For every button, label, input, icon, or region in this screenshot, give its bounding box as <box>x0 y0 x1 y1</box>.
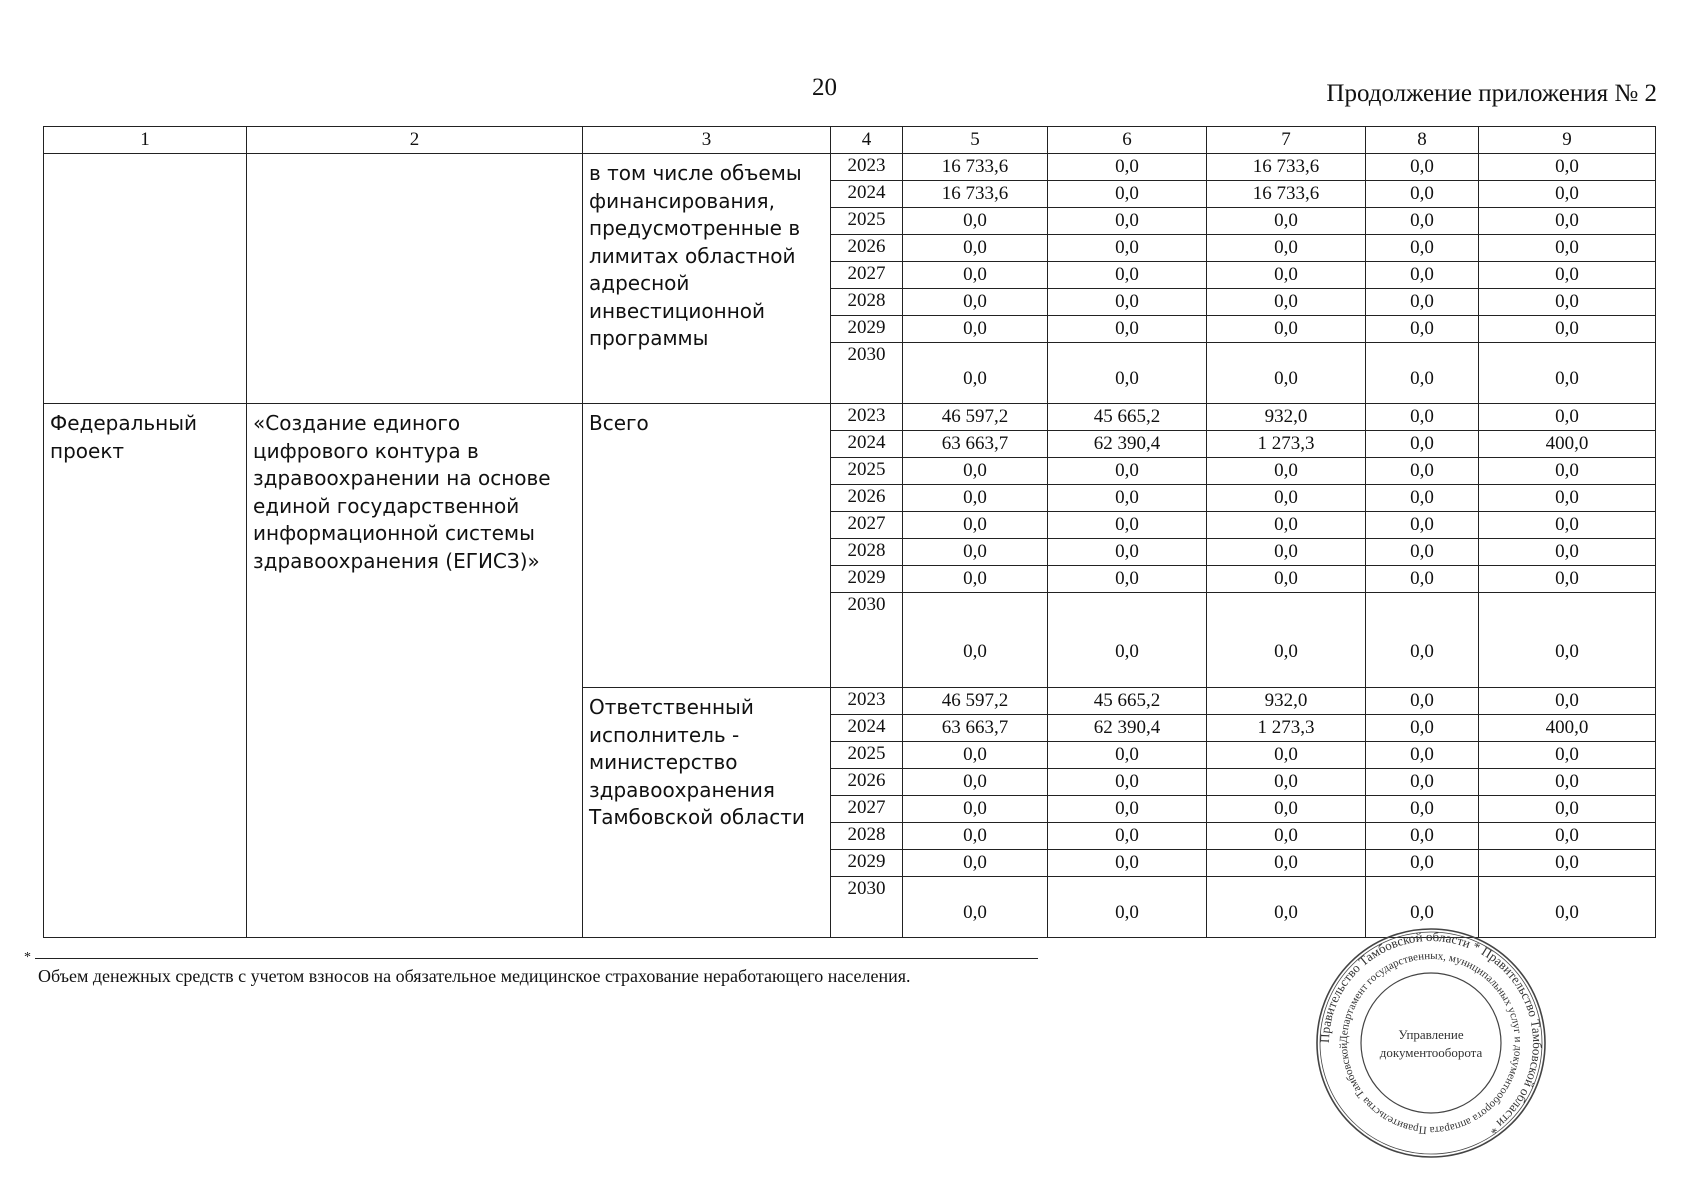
value-cell-c7: 932,0 <box>1207 404 1366 431</box>
value-cell-c6: 0,0 <box>1048 235 1207 262</box>
value-cell-c8: 0,0 <box>1366 154 1479 181</box>
value-cell-c9: 0,0 <box>1479 769 1656 796</box>
value-cell-c6: 0,0 <box>1048 796 1207 823</box>
column-number-row <box>44 127 1656 154</box>
value-cell-c8: 0,0 <box>1366 769 1479 796</box>
value-cell-c7: 0,0 <box>1207 208 1366 235</box>
value-cell-c6: 0,0 <box>1048 154 1207 181</box>
year-cell: 2028 <box>831 289 903 316</box>
value-cell-c6: 0,0 <box>1048 316 1207 343</box>
year-cell: 2024 <box>831 181 903 208</box>
value-cell-c5: 0,0 <box>903 593 1048 688</box>
value-cell-c8: 0,0 <box>1366 850 1479 877</box>
value-cell-c6: 45 665,2 <box>1048 688 1207 715</box>
value-cell-c9: 0,0 <box>1479 485 1656 512</box>
value-cell-c8: 0,0 <box>1366 181 1479 208</box>
value-cell-c8: 0,0 <box>1366 512 1479 539</box>
value-cell-c7: 0,0 <box>1207 235 1366 262</box>
year-cell: 2030 <box>831 877 903 938</box>
table-body <box>44 127 1656 938</box>
year-cell: 2028 <box>831 823 903 850</box>
value-cell-c5: 0,0 <box>903 823 1048 850</box>
value-cell-c6: 62 390,4 <box>1048 431 1207 458</box>
value-cell-c7: 1 273,3 <box>1207 715 1366 742</box>
value-cell-c8: 0,0 <box>1366 688 1479 715</box>
column-number-1: 1 <box>44 127 247 154</box>
seal-graphic <box>1313 925 1549 1161</box>
value-cell-c6: 0,0 <box>1048 566 1207 593</box>
value-cell-c8: 0,0 <box>1366 877 1479 938</box>
year-cell: 2028 <box>831 539 903 566</box>
value-cell-c5: 0,0 <box>903 877 1048 938</box>
value-cell-c9: 0,0 <box>1479 593 1656 688</box>
value-cell-c8: 0,0 <box>1366 742 1479 769</box>
value-cell-c6: 0,0 <box>1048 823 1207 850</box>
value-cell-c6: 0,0 <box>1048 485 1207 512</box>
year-cell: 2024 <box>831 431 903 458</box>
value-cell-c7: 932,0 <box>1207 688 1366 715</box>
value-cell-c5: 0,0 <box>903 566 1048 593</box>
block1-description: в том числе объемы финансирования, предусмотренные в лимитах областной адресной инвестиционной программы <box>583 154 831 404</box>
value-cell-c8: 0,0 <box>1366 289 1479 316</box>
value-cell-c8: 0,0 <box>1366 208 1479 235</box>
value-cell-c9: 0,0 <box>1479 289 1656 316</box>
value-cell-c5: 0,0 <box>903 208 1048 235</box>
value-cell-c9: 0,0 <box>1479 877 1656 938</box>
value-cell-c6: 0,0 <box>1048 208 1207 235</box>
year-cell: 2029 <box>831 850 903 877</box>
value-cell-c6: 62 390,4 <box>1048 715 1207 742</box>
project-type: Федеральный проект <box>44 404 247 938</box>
value-cell-c8: 0,0 <box>1366 823 1479 850</box>
value-cell-c7: 0,0 <box>1207 877 1366 938</box>
block3-description: Ответственный исполнитель - министерство здравоохранения Тамбовской области <box>583 688 831 938</box>
year-cell: 2025 <box>831 208 903 235</box>
year-cell: 2027 <box>831 262 903 289</box>
value-cell-c7: 0,0 <box>1207 593 1366 688</box>
value-cell-c5: 0,0 <box>903 850 1048 877</box>
year-cell: 2029 <box>831 316 903 343</box>
value-cell-c5: 0,0 <box>903 458 1048 485</box>
value-cell-c5: 16 733,6 <box>903 154 1048 181</box>
value-cell-c5: 63 663,7 <box>903 715 1048 742</box>
value-cell-c8: 0,0 <box>1366 539 1479 566</box>
value-cell-c7: 0,0 <box>1207 769 1366 796</box>
year-cell: 2023 <box>831 154 903 181</box>
value-cell-c6: 0,0 <box>1048 289 1207 316</box>
year-cell: 2026 <box>831 769 903 796</box>
financing-table <box>43 126 1656 938</box>
value-cell-c5: 0,0 <box>903 485 1048 512</box>
value-cell-c5: 16 733,6 <box>903 181 1048 208</box>
value-cell-c5: 0,0 <box>903 235 1048 262</box>
value-cell-c7: 1 273,3 <box>1207 431 1366 458</box>
value-cell-c7: 0,0 <box>1207 485 1366 512</box>
column-number-6: 6 <box>1048 127 1207 154</box>
value-cell-c9: 0,0 <box>1479 539 1656 566</box>
value-cell-c9: 0,0 <box>1479 235 1656 262</box>
value-cell-c5: 0,0 <box>903 316 1048 343</box>
table-row <box>44 404 1656 431</box>
value-cell-c9: 0,0 <box>1479 742 1656 769</box>
year-cell: 2030 <box>831 593 903 688</box>
block2-description: Всего <box>583 404 831 688</box>
value-cell-c8: 0,0 <box>1366 796 1479 823</box>
year-cell: 2026 <box>831 485 903 512</box>
value-cell-c6: 0,0 <box>1048 262 1207 289</box>
value-cell-c8: 0,0 <box>1366 316 1479 343</box>
year-cell: 2025 <box>831 458 903 485</box>
year-cell: 2027 <box>831 796 903 823</box>
footnote-marker: * <box>24 950 31 965</box>
footnote-text: Объем денежных средств с учетом взносов на обязательное медицинское страхование неработающего населения. <box>38 966 911 986</box>
official-seal <box>1313 925 1549 1161</box>
column-number-2: 2 <box>247 127 583 154</box>
value-cell-c9: 0,0 <box>1479 823 1656 850</box>
column-number-8: 8 <box>1366 127 1479 154</box>
value-cell-c5: 0,0 <box>903 512 1048 539</box>
value-cell-c9: 0,0 <box>1479 796 1656 823</box>
value-cell-c6: 0,0 <box>1048 769 1207 796</box>
value-cell-c8: 0,0 <box>1366 485 1479 512</box>
value-cell-c8: 0,0 <box>1366 262 1479 289</box>
value-cell-c6: 0,0 <box>1048 343 1207 404</box>
value-cell-c9: 0,0 <box>1479 688 1656 715</box>
value-cell-c9: 0,0 <box>1479 343 1656 404</box>
value-cell-c7: 16 733,6 <box>1207 181 1366 208</box>
value-cell-c6: 0,0 <box>1048 877 1207 938</box>
value-cell-c5: 46 597,2 <box>903 404 1048 431</box>
page-number: 20 <box>812 74 837 101</box>
value-cell-c9: 0,0 <box>1479 262 1656 289</box>
value-cell-c5: 0,0 <box>903 289 1048 316</box>
year-cell: 2029 <box>831 566 903 593</box>
seal-center-line1: Управление <box>1398 1027 1464 1042</box>
column-number-7: 7 <box>1207 127 1366 154</box>
value-cell-c8: 0,0 <box>1366 566 1479 593</box>
project-name: «Создание единого цифрового контура в здравоохранении на основе единой государственной информационной системы здравоохранения (ЕГИСЗ)» <box>247 404 583 938</box>
value-cell-c6: 0,0 <box>1048 850 1207 877</box>
value-cell-c5: 46 597,2 <box>903 688 1048 715</box>
value-cell-c9: 0,0 <box>1479 208 1656 235</box>
column-number-3: 3 <box>583 127 831 154</box>
value-cell-c8: 0,0 <box>1366 343 1479 404</box>
seal-outer-text: Правительство Тамбовской области * Правительство Тамбовской области * <box>1316 928 1546 1138</box>
value-cell-c7: 0,0 <box>1207 823 1366 850</box>
value-cell-c5: 63 663,7 <box>903 431 1048 458</box>
year-cell: 2024 <box>831 715 903 742</box>
appendix-title: Продолжение приложения № 2 <box>1326 80 1657 107</box>
block1-col2-empty <box>247 154 583 404</box>
value-cell-c8: 0,0 <box>1366 431 1479 458</box>
value-cell-c9: 0,0 <box>1479 154 1656 181</box>
value-cell-c5: 0,0 <box>903 539 1048 566</box>
value-cell-c8: 0,0 <box>1366 458 1479 485</box>
value-cell-c7: 0,0 <box>1207 512 1366 539</box>
value-cell-c6: 0,0 <box>1048 539 1207 566</box>
seal-center-line2: документооборота <box>1379 1045 1483 1060</box>
value-cell-c9: 0,0 <box>1479 458 1656 485</box>
value-cell-c9: 400,0 <box>1479 431 1656 458</box>
value-cell-c7: 0,0 <box>1207 566 1366 593</box>
value-cell-c9: 0,0 <box>1479 850 1656 877</box>
year-cell: 2025 <box>831 742 903 769</box>
year-cell: 2027 <box>831 512 903 539</box>
footnote-divider <box>35 958 1038 959</box>
value-cell-c5: 0,0 <box>903 796 1048 823</box>
value-cell-c9: 400,0 <box>1479 715 1656 742</box>
value-cell-c7: 0,0 <box>1207 316 1366 343</box>
value-cell-c8: 0,0 <box>1366 235 1479 262</box>
value-cell-c7: 0,0 <box>1207 343 1366 404</box>
value-cell-c8: 0,0 <box>1366 593 1479 688</box>
column-number-4: 4 <box>831 127 903 154</box>
table-row <box>44 154 1656 181</box>
value-cell-c9: 0,0 <box>1479 316 1656 343</box>
block1-col1-empty <box>44 154 247 404</box>
year-cell: 2023 <box>831 404 903 431</box>
value-cell-c8: 0,0 <box>1366 404 1479 431</box>
value-cell-c7: 0,0 <box>1207 539 1366 566</box>
year-cell: 2023 <box>831 688 903 715</box>
seal-inner-text: Департамент государственных, муниципальных услуг и документооборота аппарата Правительства Тамбовской <box>1337 949 1525 1137</box>
value-cell-c6: 0,0 <box>1048 742 1207 769</box>
value-cell-c9: 0,0 <box>1479 566 1656 593</box>
value-cell-c6: 0,0 <box>1048 181 1207 208</box>
value-cell-c5: 0,0 <box>903 742 1048 769</box>
value-cell-c9: 0,0 <box>1479 512 1656 539</box>
value-cell-c9: 0,0 <box>1479 181 1656 208</box>
value-cell-c6: 45 665,2 <box>1048 404 1207 431</box>
value-cell-c8: 0,0 <box>1366 715 1479 742</box>
value-cell-c7: 0,0 <box>1207 850 1366 877</box>
value-cell-c7: 0,0 <box>1207 742 1366 769</box>
value-cell-c6: 0,0 <box>1048 593 1207 688</box>
value-cell-c9: 0,0 <box>1479 404 1656 431</box>
value-cell-c5: 0,0 <box>903 343 1048 404</box>
value-cell-c7: 0,0 <box>1207 458 1366 485</box>
value-cell-c7: 0,0 <box>1207 289 1366 316</box>
value-cell-c5: 0,0 <box>903 262 1048 289</box>
value-cell-c7: 16 733,6 <box>1207 154 1366 181</box>
year-cell: 2030 <box>831 343 903 404</box>
column-number-5: 5 <box>903 127 1048 154</box>
value-cell-c5: 0,0 <box>903 769 1048 796</box>
column-number-9: 9 <box>1479 127 1656 154</box>
value-cell-c7: 0,0 <box>1207 796 1366 823</box>
value-cell-c6: 0,0 <box>1048 512 1207 539</box>
year-cell: 2026 <box>831 235 903 262</box>
value-cell-c7: 0,0 <box>1207 262 1366 289</box>
value-cell-c6: 0,0 <box>1048 458 1207 485</box>
